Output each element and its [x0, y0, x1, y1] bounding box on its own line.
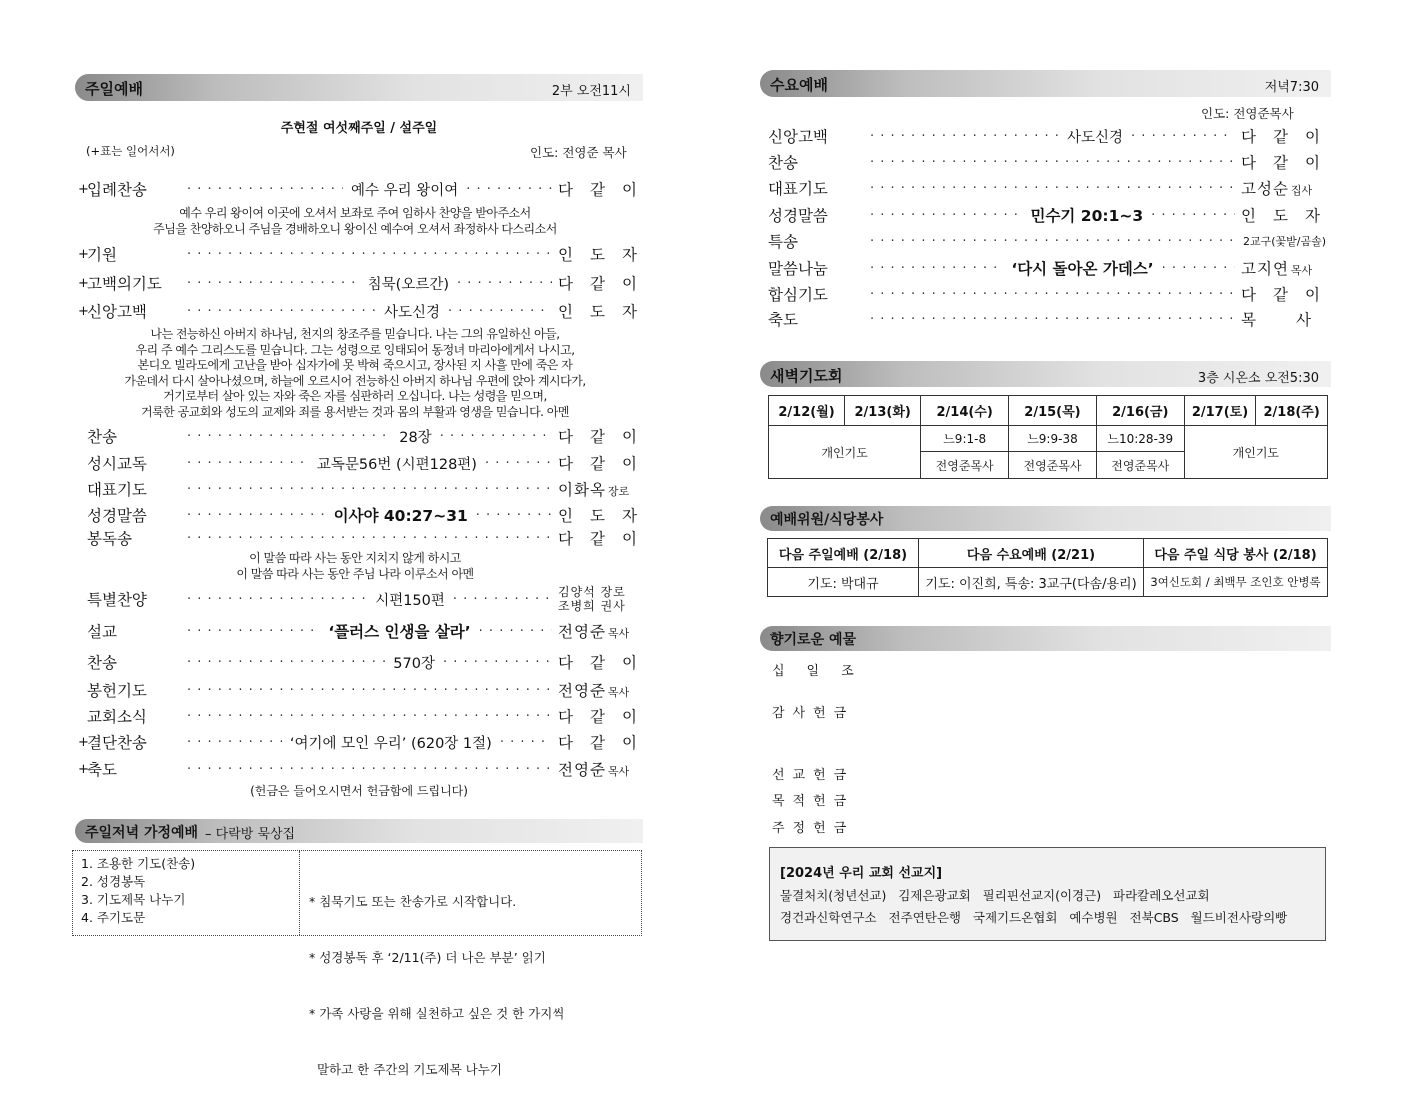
standing-mark: +: [78, 761, 89, 777]
order-responsible: [558, 585, 636, 613]
order-content: 사도신경: [1067, 129, 1124, 146]
leader-dots: [870, 155, 1235, 170]
responsible-title: 조병희 권사: [558, 599, 626, 613]
order-responsible: [1241, 233, 1327, 249]
offering-weekly: 주정헌금: [772, 821, 855, 836]
responsible-title: 목사: [1290, 264, 1313, 277]
evening-step: 3. 기도제목 나누기: [81, 892, 186, 907]
responsible-name: 다같이: [1241, 128, 1337, 146]
order-row: [78, 451, 654, 475]
order-label: 봉독송: [87, 530, 132, 548]
committee-head: 다음 주일예배 (2/18): [768, 539, 919, 568]
order-label: 찬송: [87, 654, 117, 672]
order-row: [78, 730, 654, 754]
offering-thanks: 감사헌금: [772, 706, 855, 721]
order-row: [78, 177, 654, 201]
responsible-name: 다같이: [558, 654, 654, 672]
committee-value: 기도: 이진희, 특송: 3교구(다솜/용리): [919, 568, 1144, 597]
responsible-name: 전영준: [558, 682, 606, 700]
order-label: 성경말씀: [87, 507, 147, 525]
order-row: [78, 477, 636, 501]
day-cell: 2/15(목): [1009, 396, 1097, 426]
scripture-cell: 느10:28-39: [1096, 426, 1184, 452]
order-label: 기원: [87, 246, 117, 264]
leader-dots: [870, 129, 1059, 144]
standing-mark: +: [78, 181, 89, 197]
order-label: 대표기도: [768, 180, 828, 198]
evening-note: * 가족 사랑을 위해 실천하고 싶은 것 한 가지씩: [309, 1006, 565, 1021]
leader-dots: [870, 312, 1235, 327]
order-row: [768, 150, 1337, 174]
order-row: [768, 229, 1327, 253]
lyric-line: 예수 우리 왕이여 이곳에 오셔서 보좌로 주여 임하사 찬양을 받아주소서: [179, 206, 531, 220]
missions-box: [769, 847, 1326, 941]
evening-note: 말하고 한 주간의 기도제목 나누기: [309, 1062, 502, 1077]
committee-title: 예배위원/식당봉사: [770, 512, 884, 528]
responsible-title: 목사: [607, 627, 630, 640]
evening-note: * 성경봉독 후 ‘2/11(주) 더 나은 부분’ 읽기: [309, 950, 546, 965]
order-label: 신앙고백: [87, 303, 147, 321]
responsible-name: 다같이: [558, 530, 654, 548]
leader-cell: 전영준목사: [1009, 452, 1097, 479]
order-row: [768, 282, 1337, 306]
committee-header: [760, 506, 1331, 531]
responsible-title: 목사: [607, 686, 630, 699]
dawn-time: 3층 시온소 오전5:30: [1197, 371, 1319, 386]
order-row: [78, 424, 654, 448]
order-content: 교독문56번 (시편128편): [316, 456, 477, 473]
order-label: 봉헌기도: [87, 682, 147, 700]
responsible-name: 다같이: [1241, 286, 1337, 304]
evening-step: 4. 주기도문: [81, 910, 146, 925]
order-label: 신앙고백: [768, 128, 828, 146]
committee-head: 다음 수요예배 (2/21): [919, 539, 1144, 568]
responsible-title: 목사: [607, 765, 630, 778]
leader-dots: [457, 276, 552, 291]
scripture-cell: 느9:1-8: [921, 426, 1009, 452]
sunday-title: 주일예배: [85, 80, 143, 98]
order-responsible: [1241, 308, 1351, 330]
leader-dots: [440, 429, 552, 444]
sunday-leader: 인도: 전영준 목사: [530, 145, 627, 160]
evening-header: [75, 819, 643, 843]
welcome-lyrics: [75, 206, 635, 237]
song-line: 이 말씀 따라 사는 동안 지치지 않게 하시고: [249, 551, 461, 565]
personal-prayer-cell: 개인기도: [769, 426, 921, 479]
responsible-name: 다같이: [558, 455, 654, 473]
leader-dots: [1151, 208, 1235, 223]
personal-prayer-cell: 개인기도: [1184, 426, 1327, 479]
committee-value: 3여신도회 / 최백무 조인호 안병록: [1144, 568, 1328, 597]
standing-mark: +: [78, 275, 89, 291]
wednesday-leader: 인도: 전영준목사: [1201, 106, 1294, 121]
responsible-title: 2교구(꽃밭/곰솔): [1243, 235, 1327, 248]
order-content: 침묵(오르간): [367, 276, 450, 293]
leader-dots: [187, 655, 385, 670]
order-content: ‘여기에 모인 우리’ (620장 1절): [289, 735, 492, 752]
leader-dots: [187, 456, 309, 471]
order-responsible: [558, 620, 636, 642]
order-row: [768, 176, 1321, 200]
leader-dots: [187, 683, 552, 698]
order-row: [768, 256, 1321, 280]
standing-note: (+표는 일어서서): [86, 144, 175, 158]
order-label: 찬송: [87, 428, 117, 446]
order-content: ‘플러스 인생을 살라’: [328, 623, 471, 641]
order-row: [78, 704, 654, 728]
order-content: 사도신경: [384, 304, 441, 321]
responsible-name: 인도자: [558, 246, 654, 264]
order-label: 특별찬양: [87, 591, 147, 609]
leader-dots: [187, 592, 367, 607]
leader-cell: 전영준목사: [1096, 452, 1184, 479]
order-responsible: [1241, 151, 1337, 173]
leader-dots: [479, 624, 552, 639]
order-label: 찬송: [768, 154, 798, 172]
order-content: 이사야 40:27~31: [333, 507, 468, 525]
scripture-cell: 느9:9-38: [1009, 426, 1097, 452]
responsible-title: 장로: [607, 485, 630, 498]
leader-dots: [476, 508, 552, 523]
committee-value: 기도: 박대규: [768, 568, 919, 597]
leader-dots: [443, 655, 552, 670]
creed-line: 거기로부터 살아 있는 자와 죽은 자를 심판하러 오십니다. 나는 성령을 믿으며,: [163, 389, 547, 403]
order-row: [78, 587, 636, 611]
order-responsible: [558, 504, 654, 526]
offering-mission: 선교헌금: [772, 768, 855, 783]
order-row: [768, 307, 1351, 331]
order-responsible: [558, 243, 654, 265]
creed-line: 나는 전능하신 아버지 하나님, 천지의 창조주를 믿습니다. 나는 그의 유일하신 아들,: [150, 327, 560, 341]
order-responsible: [1241, 283, 1337, 305]
dawn-schedule-table: [768, 395, 1328, 479]
missions-line: 물결처치(청년선교) 김제은광교회 필리핀선교지(이경근) 파라칼레오선교회: [780, 888, 1210, 903]
responsible-name: 인도자: [558, 507, 654, 525]
order-content: 예수 우리 왕이여: [350, 182, 459, 199]
creed-line: 우리 주 예수 그리스도를 믿습니다. 그는 성령으로 잉태되어 동정녀 마리아에게서 나시고,: [135, 342, 575, 357]
leader-dots: [1162, 261, 1235, 276]
order-label: 성시교독: [87, 455, 147, 473]
order-label: 설교: [87, 623, 117, 641]
order-label: 합심기도: [768, 286, 828, 304]
responsible-name: 인도자: [1241, 207, 1337, 225]
day-cell: 2/17(토): [1184, 396, 1256, 426]
order-row: [78, 650, 654, 674]
order-content: 570장: [393, 655, 435, 672]
order-row: [78, 526, 654, 550]
evening-divider: [299, 851, 300, 935]
committee-table: [767, 538, 1328, 597]
responsible-name: 인도자: [558, 303, 654, 321]
leader-dots: [187, 531, 552, 546]
order-responsible: [1241, 257, 1321, 279]
order-responsible: [558, 651, 654, 673]
order-responsible: [558, 178, 654, 200]
responsible-name: 다같이: [558, 275, 654, 293]
day-cell: 2/14(수): [921, 396, 1009, 426]
responsible-name: 목사: [1241, 311, 1351, 329]
order-content: 민수기 20:1~3: [1030, 207, 1144, 225]
order-responsible: [558, 527, 654, 549]
offering-header: [760, 626, 1331, 651]
creed-line: 본디오 빌라도에게 고난을 받아 십자가에 못 박혀 죽으시고, 장사된 지 사흘 만에 죽은 자: [137, 358, 573, 372]
responsible-name: 다같이: [558, 708, 654, 726]
evening-title: 주일저녁 가정예배: [85, 825, 199, 841]
order-responsible: [558, 758, 636, 780]
dawn-header: [760, 361, 1331, 387]
dawn-title: 새벽기도회: [770, 367, 843, 385]
leader-dots: [453, 592, 552, 607]
offering-purpose: 목적헌금: [772, 794, 855, 809]
order-row: [78, 503, 654, 527]
order-row: [78, 678, 636, 702]
leader-dots: [870, 261, 1003, 276]
responsible-name: 이화옥: [558, 481, 606, 499]
order-responsible: [558, 679, 636, 701]
reading-song-text: [75, 551, 635, 582]
responsible-name: 고성순: [1241, 180, 1289, 198]
order-responsible: [1241, 177, 1321, 199]
day-cell: 2/13(화): [845, 396, 921, 426]
missions-title: [2024년 우리 교회 선교지]: [780, 866, 943, 881]
day-cell: 2/18(주): [1256, 396, 1328, 426]
leader-dots: [500, 735, 552, 750]
responsible-name: 전영준: [558, 623, 606, 641]
responsible-name: 다같이: [558, 181, 654, 199]
order-label: 특송: [768, 233, 798, 251]
standing-mark: +: [78, 303, 89, 319]
leader-dots: [870, 234, 1235, 249]
order-label: 축도: [87, 761, 117, 779]
leader-dots: [187, 182, 343, 197]
leader-dots: [187, 247, 552, 262]
sunday-subtitle: 주현절 여섯째주일 / 설주일: [280, 121, 438, 136]
order-responsible: [1241, 125, 1337, 147]
order-content: ‘다시 돌아온 가데스’: [1011, 260, 1154, 278]
leader-dots: [187, 508, 326, 523]
order-responsible: [558, 425, 654, 447]
sunday-header: [75, 74, 643, 101]
leader-dots: [187, 735, 282, 750]
order-responsible: [558, 705, 654, 727]
order-row: [78, 619, 636, 643]
responsible-name: 고지연: [1241, 260, 1289, 278]
leader-dots: [485, 456, 552, 471]
order-label: 말씀나눔: [768, 260, 828, 278]
leader-dots: [187, 762, 552, 777]
lyric-line: 주님을 찬양하오니 주님을 경배하오니 왕이신 예수여 오셔서 좌정하사 다스리소서: [153, 221, 557, 236]
order-responsible: [558, 272, 654, 294]
missions-line: 경건과신학연구소 전주연탄은행 국제기드온협회 예수병원 전북CBS 월드비전사랑의빵: [780, 910, 1288, 925]
leader-dots: [1131, 129, 1235, 144]
leader-cell: 전영준목사: [921, 452, 1009, 479]
order-label: 성경말씀: [768, 207, 828, 225]
evening-subtitle: – 다락방 묵상집: [205, 827, 296, 842]
responsible-name: 김양석 장로: [558, 585, 626, 599]
leader-dots: [187, 304, 376, 319]
order-responsible: [558, 478, 636, 500]
leader-dots: [187, 709, 552, 724]
responsible-name: 다같이: [558, 734, 654, 752]
responsible-name: 다같이: [1241, 154, 1337, 172]
apostles-creed-text: [75, 327, 635, 420]
offering-note: (헌금은 들어오시면서 헌금함에 드립니다): [250, 784, 468, 798]
offering-tithe: 십일조: [772, 664, 876, 679]
order-label: 교회소식: [87, 708, 147, 726]
day-cell: 2/12(월): [769, 396, 845, 426]
wednesday-header: [760, 70, 1331, 97]
order-content: 시편150편: [375, 592, 445, 609]
order-responsible: [558, 452, 654, 474]
wednesday-title: 수요예배: [770, 76, 828, 94]
order-label: 축도: [768, 311, 798, 329]
leader-dots: [187, 482, 552, 497]
responsible-name: 전영준: [558, 761, 606, 779]
responsible-title: 집사: [1290, 184, 1313, 197]
order-responsible: [558, 731, 654, 753]
committee-head: 다음 주일 식당 봉사 (2/18): [1144, 539, 1328, 568]
standing-mark: +: [78, 734, 89, 750]
evening-step: 2. 성경봉독: [81, 874, 146, 889]
leader-dots: [187, 429, 391, 444]
day-cell: 2/16(금): [1096, 396, 1184, 426]
standing-mark: +: [78, 246, 89, 262]
creed-line: 가운데서 다시 살아나셨으며, 하늘에 오르시어 전능하신 아버지 하나님 우편에 앉아 계시다가,: [124, 373, 586, 388]
evening-steps: [81, 855, 195, 927]
evening-box: [72, 850, 642, 1077]
sunday-time: 2부 오전11시: [551, 84, 631, 99]
leader-dots: [187, 276, 360, 291]
song-line: 이 말씀 따라 사는 동안 주님 나라 이루소서 아멘: [236, 566, 474, 581]
order-label: 대표기도: [87, 481, 147, 499]
responsible-name: 다같이: [558, 428, 654, 446]
order-label: 고백의기도: [87, 275, 162, 293]
evening-step: 1. 조용한 기도(찬송): [81, 856, 196, 871]
leader-dots: [448, 304, 552, 319]
order-label: 입례찬송: [87, 181, 147, 199]
order-row: [78, 242, 654, 266]
evening-note: * 침묵기도 또는 찬송가로 시작합니다.: [309, 894, 517, 909]
order-row: [768, 203, 1337, 227]
evening-notes: [309, 855, 564, 1117]
order-row: [78, 757, 636, 781]
order-content: 28장: [399, 429, 432, 446]
order-row: [78, 271, 654, 295]
leader-dots: [870, 208, 1022, 223]
creed-line: 거룩한 공교회와 성도의 교제와 죄를 용서받는 것과 몸의 부활과 영생을 믿습니다. 아멘: [141, 404, 569, 419]
order-responsible: [558, 300, 654, 322]
leader-dots: [187, 624, 320, 639]
order-row: [78, 299, 654, 323]
offering-title: 향기로운 예물: [770, 632, 857, 648]
leader-dots: [870, 287, 1235, 302]
wednesday-time: 저녁7:30: [1264, 80, 1319, 95]
leader-dots: [870, 181, 1235, 196]
order-label: 결단찬송: [87, 734, 147, 752]
order-responsible: [1241, 204, 1337, 226]
leader-dots: [466, 182, 552, 197]
order-row: [768, 124, 1337, 148]
